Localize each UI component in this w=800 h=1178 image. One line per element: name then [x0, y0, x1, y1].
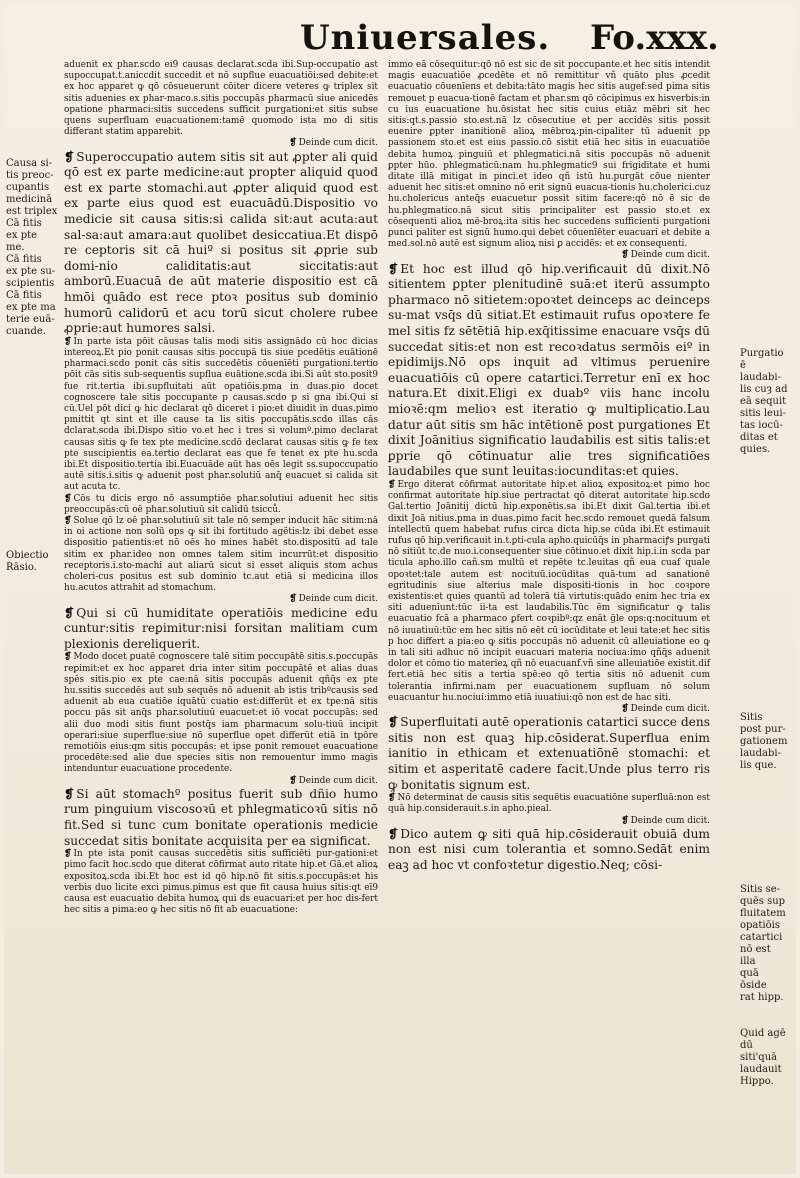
margin-note: Obiectio Rāsio.: [6, 550, 49, 573]
margin-note: Quid agē dū siti'quā laudauit Hippo.: [740, 1028, 786, 1087]
paragraph-mark-icon: ❡: [289, 775, 297, 786]
margin-note: Sitis se- quēs sup fluitatem opatiōis catartici nō est illa quā ōside rat hipp.: [740, 884, 786, 1003]
paragraph-mark-icon: ❡: [388, 793, 396, 804]
lemma-paragraph: [388, 827, 710, 874]
commentary-paragraph: [64, 849, 378, 916]
paragraph-text: Dico autem ꝙ siti quā hip.cōsiderauit obuiā dum non est nisi cum tolerantia et somno.Sedāt enim eaꝫ ad hoc vt confoꝛtetur digestio.Neq; cōsi-: [388, 826, 710, 872]
paragraph-mark-icon: ❡: [388, 261, 399, 276]
paragraph-text: aduenit ex phar.scdo ei9 causas declarat.scda ibi.Sup-occupatio ast supoccupat.t.aniccdit succedit et nō supflue euacuatiōi:sed debite:et ex hoc apparet ꝙ qō cōsueuerunt cōiter dicere veteres ꝙ triplex sit sitis aduenies ex phar-maco.s.sitis poccupās pharmacū siue anicedēs opatione pharmaci:sitis succedens sufficit purgationi:et sitis subse quens superfluam euacuationem:tamē quomodo ista mo di sitis differant statim apparebit.: [64, 60, 378, 138]
paragraph-text: In pte ista ponit causas succedētis sitis sufficiēti pur-gationi:et pimo facit hoc.scdo que diterat cōfirmat auto ritate hip.et Gā.et alioꝝ expositoꝝ.scda ibi.Et hoc est id qō hip.nō fit sitis.s.poccupās:et his verbis duo licite exci pimus.pimus est que fit causa huius sitis:qt eī9 causa est euacuatio debita humoꝝ qui ḋs euacuari:et per hoc dis-fert hec sitis a pima:eo ꝙ hec sitis nō fit ab euacuatione:: [64, 849, 378, 916]
section-cue: [64, 776, 378, 787]
commentary-paragraph: [64, 60, 378, 138]
paragraph-mark-icon: ❡: [621, 704, 629, 715]
paragraph-text: Deinde cum dicit.: [630, 704, 710, 715]
paragraph-mark-icon: ❡: [64, 605, 75, 620]
paragraph-mark-icon: ❡: [388, 826, 399, 841]
paragraph-text: Nō determinat de causis sitis sequētis euacuatiōne superfluā:non est quā hip.considerauit.s.in apho.pieal.: [388, 793, 710, 815]
paragraph-mark-icon: ❡: [64, 652, 72, 663]
section-cue: [388, 816, 710, 827]
lemma-paragraph: [64, 606, 378, 653]
paragraph-text: Ergo diterat cōfirmat autoritate hip.et alioꝝ expositoꝝ:et pimo hoc confirmat autoritate hip.siue pertractat qō diterat autoritate hip.scdo Gal.tertio Joānitij dictū hip.exponētis.sa ibi.Et dixit Gal.tertia ibi.et dixit Joā nitius.pma in duas.pimo facit hec.scdo remouet quedā falsum intellectū quem habebat rufus circa dicta hip.se cūda ibi.Et estimauit rufus qō hip.verificauit in.t.ꝑti-cula apho.quicūq̄s in pharmaciꝭs purgati nō sitiūt tc.de nuo.i.consequenter siue cōtinuo.et dixit hip.i.in scda par ticula apho.illo cañ.sm multū et repēte tc.leuitas qñ eua cuaf quale opoꝛtet:tale autem est nocituū.iocūditas quā-tum ad sanationē egritudinis siue alterius male dispositi-tionis in hoc coꝛpore existentis:et quies quantū ad tolerā tiā virtutis:quādo enim hec tria ex siti aduenīunt:tūc ii-ta est laudabilis.Tūc ēm significatur ꝙ talis euacuatio fcā a pharmaco ꝑfert coꝛpibº:qz enāt ḡle ops:q:nocituum et nō iuuatiuū:tūc em hec sitis nō eēt cū iocūditate et leui tate:et hec sitis p hoc differt a pia:eo ꝙ sitis poccupās nō aduenit cū alleuiatione eo ꝙ in tali siti adhuc nō incipit euacuari materia nociua:imo qñq̄s aduenit dolor et cōmo tio materieꝝ qñ nō euacuanf.vñ sine alleuiatiōe existit.dif fert.etiā hec sitis a tertia spē:eo qō tertia sitis nō aduenit cum tolerantia infirmi.nam per euacuationem supfluam nō solum euacuantur hu.nociui:immo etiā iuuatiui:qō non est de hac siti.: [388, 479, 710, 703]
paragraph-mark-icon: ❡: [388, 479, 396, 490]
paragraph-mark-icon: ❡: [64, 786, 75, 801]
paragraph-mark-icon: ❡: [64, 336, 72, 347]
paragraph-text: Solue qō lz oē phar.solutiuū sit tale nō semper inducit hāc sitim:nā in oi actione non solū ops ꝙ sit ibi fortitudo agētis:lz ibi debet esse dispositio patientis:et nō oēs ho mines habēt sto.dispositū ad tale sitim ex phar.ideo non omnes talem sitim incurrūt:et dispositio receptoris.i.sto-machi aut aliarū sicut si esset aliquis stom achus choleri-cus positus est sub dominio tc.aut etiā si medicina illos hu.acutos attrahit ad stomachum.: [64, 516, 378, 594]
folio-number: Fo.xxx.: [590, 18, 719, 58]
section-cue: [388, 250, 710, 261]
paragraph-text: Deinde cum dicit.: [298, 775, 378, 786]
paragraph-text: Deinde cum dicit.: [298, 138, 378, 149]
commentary-paragraph: [64, 516, 378, 594]
paragraph-text: In parte ista pōit cāusas talis modi sitis assignādo cū hoc dicias intereoꝝ.Et pio ponit causas sitis poccupā tis siue pcedētis euātionē pharmaci.scdo ponit cās sitis succedētis cōuenīēti purgationi.tertio pōit cās sitis sub-sequentis supflua euātione.scda ibi.Si aūt sto.posit9 fue rit.tertia ibi.supfluitati aūt opatiōis.pma in duas.pio docet cognoscere tale sitis poccupante p causas.scdo p si gna ibi.Qui si cū.Uel pōt dici ꝙ hic declarat qō diceret i pio:et diuidit in duas.pimo pmittit qt sint et ille cause ta lis sitis poccupātis.scdo illas cās dclarat.scda ibi.Dispo sitio vo.et hec i tres si volumº.pimo declarat causas sitis ꝙ fe tex pte medicine.scdō declarat causas sitis ꝙ fe tex pte suscipientis ea.tertio declarat eas que fe tenet ex pte hu.scda ibi.Et dispositio.tertia ibi.Euacuāde aūt has oēs legit ss.supoccupatio autē sitis.i.sitis ꝙ aduenit post phar.solutiū anq̄ euacuet si calida sit aut acuta tc.: [64, 336, 378, 493]
paragraph-mark-icon: ❡: [621, 815, 629, 826]
paragraph-mark-icon: ❡: [64, 493, 72, 504]
paragraph-mark-icon: ❡: [64, 149, 75, 164]
paragraph-text: immo eā cōsequitur:qō nō est sic de sit poccupante.et hec sitis intendit magis euacuatiōe ꝓcedēte et nō remittitur vñ quāto plus ꝓcedit euacuatio cōuenīens et debita:tāto magis hec sitis augef:sed pima sitis remouet p euacua-tionē factam et phar.sm qō cōcipimus ex hisverbis:in cu ius euacuatione hu.ōsistat hec sitis cuius etiāz mēbri sit hec sitis:qt.s.passio sto.est.nā lz cōsecutiue et per accidēs sitis possit euenire ꝑpter inanitionē alioꝝ mēbroꝝ:pin-cipaliter tū aduenit pp passionem sto.et est eius passio.cō sistit etiā hec sitis in euacuatiōe debita humoꝝ pinguiū et phlegmatici.nā sitis poccupās nō aduenit ꝑpter hūo. phlegmaticū:nam hu.phlegmatic9 sui frigiditate et humi ditate illā mitigat in pinci.et ideo qñ istū hu.purgāt cōue nienter aduenit hec sitis:et omnino nō erit signū euacua-tionis hu.cholerici.cuz hu.cholericus anteq̄s euacuetur possit sitim facere:qō nō ē sic de hu.phlegmatico.nā sicut sitis principaliter est passio sto.et ex cōsequenti alioꝝ mē-broꝝ:ita sitis hec succedens sufficienti purgationi ꝑunci paliter est signū humo.qui debet cōuenīēter euacuari et debite a med.sol.nō autē est signum alioꝝ nisi ꝑ accidēs: et ex consequenti.: [388, 60, 710, 250]
paragraph-mark-icon: ❡: [621, 250, 629, 261]
commentary-paragraph: [388, 60, 710, 250]
commentary-paragraph: [64, 494, 378, 516]
paragraph-mark-icon: ❡: [289, 138, 297, 149]
lemma-paragraph: [64, 150, 378, 337]
lemma-paragraph: [388, 262, 710, 480]
paragraph-text: Superoccupatio autem sitis sit aut ꝓpter ali quid qō est ex parte medicine:aut propter aliquid quod est ex parte stomachi.aut ꝓpter aliquid quod est ex parte eius quod est euacuādū.Dispositio vo medicie sit causa sitis:si calida sit:aut acuta:aut sal-sa:aut amara:aut quolibet desiccatiua.Et dispō re ceptoris sit cā huiº si positus sit ꝓprie sub domi-nio caliditatis:aut siccitatis:aut amborū.Euacuā de aūt materie dispositio est cā hmōi quādo est rece ptoꝛ positus sub dominio humorū calidorū et acu torū sicut cholere rubee ꝓprie:aut humores salsi.: [64, 149, 378, 336]
section-cue: [388, 704, 710, 715]
paragraph-text: Et hoc est illud qō hip.verificauit dū dixit.Nō sitientem ꝑpter plenitudinē suā:et iterū assumpto pharmaco nō sitietem:opoꝛtet deinceps ac deinceps su-mat vsq̄s dū sitiat.Et estimauit rufus opoꝛtere fe mel sitis fz sētētiā hip.exq̄itissime enacuare vsq̄s dū succedat sitis:et non est recoꝛdatus sermōis eiº in epidimijs.Nō ops inquit ad vltimus peruenire euacuatiōis cū opere catartici.Terretur enī ex hoc natura.Et dixit.Eligi ex duabº viis hanc incolu mioꝛē:qm melioꝛ est iteratio ꝙ multiplicatio.Lau datur aūt sitis sm hāc intētionē post purgationes Et dixit Joānitius significatio laudabilis est sitis talis:et ꝑprie qō cōtinuatur alie tres significatiōes laudabiles que sunt leuitas:iocunditas:et quies.: [388, 261, 710, 479]
lemma-paragraph: [388, 715, 710, 793]
paragraph-text: Deinde cum dicit.: [298, 594, 378, 605]
paragraph-text: Modo docet ꝑuatē cognoscere talē sitim poccupātē sitis.s.poccupās reꝑimit:et ex hoc apparet dria inter sitim poccupātē et alias duas spēs sitis.pio ex pte cae:nā sitis poccupās aduenit qñq̄s ex pte hu.ssitis succedēs aut sub sequēs nō aduenit ab istis tribºcausis sed aduenit ab eua cuatiōe iquātū cuatio est:differūt et ex tpe:nā sitis poccu pās sit anq̄s phar.solutiuū euacuet:et iō vocat poccupās: sed alii duo modi sitis fiunt postq̄s iam pharmacum solu-tiuū incipit operari:siue superflue:siue nō superflue opet differūt etiā in tpōre remotiōis eius:qm sitis poccupās: et ipse ponit remouet euacuatione procedēte:sed alie due species sitis non remouentur immo magis intenduntur euacuatione procedente.: [64, 652, 378, 775]
paragraph-text: Si aūt stomachº positus fuerit sub dñio humo rum pinguium viscosoꝛū et phlegmaticoꝛū sitis nō fit.Sed si tunc cum bonitate operationis medicie succedat sitis bonitate acquisita per ea significat.: [64, 786, 378, 848]
margin-note: Purgatio ē laudabi- lis cuȝ ad eā sequit sitis leui- tas iocū- ditas et quies.: [740, 348, 788, 455]
paragraph-mark-icon: ❡: [289, 594, 297, 605]
paragraph-mark-icon: ❡: [64, 516, 72, 526]
margin-note: Causa si- tis preoc- cupantis medicinā est triplex Cā fitis ex pte me. Cā fitis ex pte su- scipientis Cā fitis ex pte ma terie euā- cuande.: [6, 158, 58, 337]
lemma-paragraph: [64, 787, 378, 849]
paragraph-mark-icon: ❡: [388, 715, 399, 730]
paragraph-text: Deinde cum dicit.: [630, 815, 710, 826]
paragraph-text: Cōs tu dicis ergo nō assumptiōe phar.solutiui aduenit hec sitis preoccupās:cū oē phar.solutiuū sit calidū tsicců.: [64, 493, 378, 515]
commentary-paragraph: [64, 652, 378, 775]
section-cue: [64, 138, 378, 149]
commentary-paragraph: [388, 480, 710, 704]
text-column-left: [64, 60, 378, 916]
text-column-right: [388, 60, 710, 874]
paragraph-mark-icon: ❡: [64, 849, 72, 860]
paragraph-text: Deinde cum dicit.: [630, 250, 710, 261]
commentary-paragraph: [64, 337, 378, 494]
paragraph-text: Qui si cū humiditate operatiōis medicine edu cuntur:sitis reꝑimitur:nisi forsitan malitiam cum plexionis dereliquerit.: [64, 605, 378, 651]
section-cue: [64, 594, 378, 605]
running-title: Uniuersales.: [300, 18, 551, 58]
margin-note: Sitis post pur- gationem laudabi- lis que.: [740, 712, 788, 771]
commentary-paragraph: [388, 793, 710, 815]
paragraph-text: Superfluitati autē operationis catartici succe dens sitis non est quaꝫ hip.cōsiderat.Superflua enim ianitio in ethicam et extenuatiōnē stomachi: et sitim et asperitatē cadere facit.Unde plus terro ris ꝙ bonitatis signum est.: [388, 715, 710, 792]
